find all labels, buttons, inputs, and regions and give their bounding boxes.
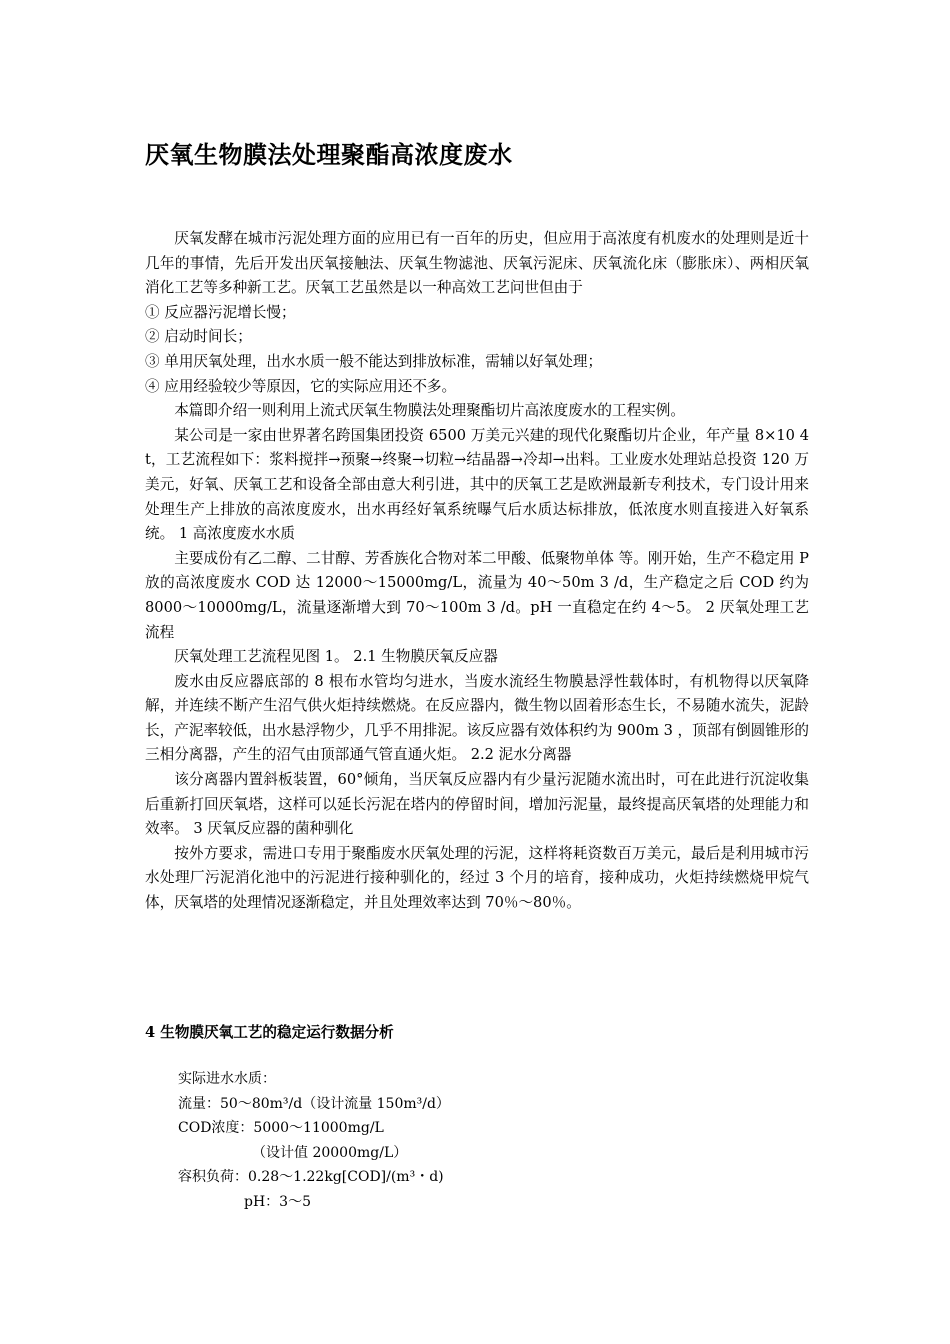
paragraph-reactor: 废水由反应器底部的 8 根布水管均匀进水，当废水流经生物膜悬浮性载体时，有机物得以厌氧降解，并连续不断产生沼气供火炬持续燃烧。在反应器内，微生物以固着形态生长，不易随水流失，泥龄长，产泥率较低，出水悬浮物少，几乎不用排泥。该反应器有效体积约为 900m 3 ，顶部有倒圆锥形的三相分离器，产生的沼气由顶部通气管直通火炬。 2.2 泥水分离器 xyxy=(145,672,809,764)
data-line-flow: 流量：50～80m³/d（设计流量 150m³/d） xyxy=(178,1095,450,1112)
data-line-cod-design: （设计值 20000mg/L） xyxy=(252,1144,408,1161)
data-line-label: 实际进水水质： xyxy=(178,1071,276,1087)
document-title: 厌氧生物膜法处理聚酯高浓度废水 xyxy=(145,140,513,169)
paragraph-separator: 该分离器内置斜板装置，60°倾角，当厌氧反应器内有少量污泥随水流出时，可在此进行沉淀收集后重新打回厌氧塔，这样可以延长污泥在塔内的停留时间，增加污泥量，最终提高厌氧塔的处理能力和效率。 3 厌氧反应器的菌种驯化 xyxy=(145,771,809,838)
paragraph-overview: 本篇即介绍一则利用上流式厌氧生物膜法处理聚酯切片高浓度废水的工程实例。 xyxy=(174,402,685,420)
list-item: ① 反应器污泥增长慢； xyxy=(145,303,296,321)
paragraph-water-quality: 主要成份有乙二醇、二甘醇、芳香族化合物对苯二甲酸、低聚物单体 等。刚开始，生产不稳定用 P 放的高浓度废水 COD 达 12000～15000mg/L，流量为 40～50m 3 /d，生产稳定之后 COD 约为 8000～10000mg/L，流量逐渐增大到 70～100m 3 /d。pH 一直稳定在约 4～5。 2 厌氧处理工艺流程 xyxy=(145,549,809,641)
data-line-cod: COD浓度：5000～11000mg/L xyxy=(178,1120,384,1136)
data-line-load: 容积负荷：0.28～1.22kg[COD]/(m³・d) xyxy=(178,1169,444,1185)
list-item: ④ 应用经验较少等原因，它的实际应用还不多。 xyxy=(145,377,457,395)
influent-data-block xyxy=(178,1067,450,1214)
section-heading: 4 生物膜厌氧工艺的稳定运行数据分析 xyxy=(145,1024,394,1041)
paragraph-company: 某公司是一家由世界著名跨国集团投资 6500 万美元兴建的现代化聚酯切片企业，年产量 8×10 4 t，工艺流程如下：浆料搅拌→预聚→终聚→切粒→结晶器→冷却→出料。工业废水处理站总投资 120 万美元，好氧、厌氧工艺和设备全部由意大利引进，其中的厌氧工艺是欧洲最新专利技术，专门设计用来处理生产上排放的高浓度废水，出水再经好氧系统曝气后水质达标排放，低浓度水则直接进入好氧系统。 1 高浓度废水水质 xyxy=(145,426,809,543)
paragraph-intro: 厌氧发酵在城市污泥处理方面的应用已有一百年的历史，但应用于高浓度有机废水的处理则是近十几年的事情，先后开发出厌氧接触法、厌氧生物滤池、厌氧污泥床、厌氧流化床（膨胀床）、两相厌氧消化工艺等多种新工艺。厌氧工艺虽然是以一种高效工艺问世但由于 xyxy=(145,230,809,297)
list-item: ③ 单用厌氧处理，出水水质一般不能达到排放标准，需辅以好氧处理； xyxy=(145,352,603,370)
list-item: ② 启动时间长； xyxy=(145,328,252,346)
paragraph-process-flow: 厌氧处理工艺流程见图 1。 2.1 生物膜厌氧反应器 xyxy=(174,648,498,666)
data-line-ph: pH：3～5 xyxy=(244,1193,311,1210)
paragraph-sludge-domestication: 按外方要求，需进口专用于聚酯废水厌氧处理的污泥，这样将耗资数百万美元，最后是利用城市污水处理厂污泥消化池中的污泥进行接种驯化的，经过 3 个月的培育，接种成功，火炬持续燃烧甲烷气体，厌氧塔的处理情况逐渐稳定，并且处理效率达到 70％～80％。 xyxy=(145,844,809,912)
document-body xyxy=(145,227,809,916)
